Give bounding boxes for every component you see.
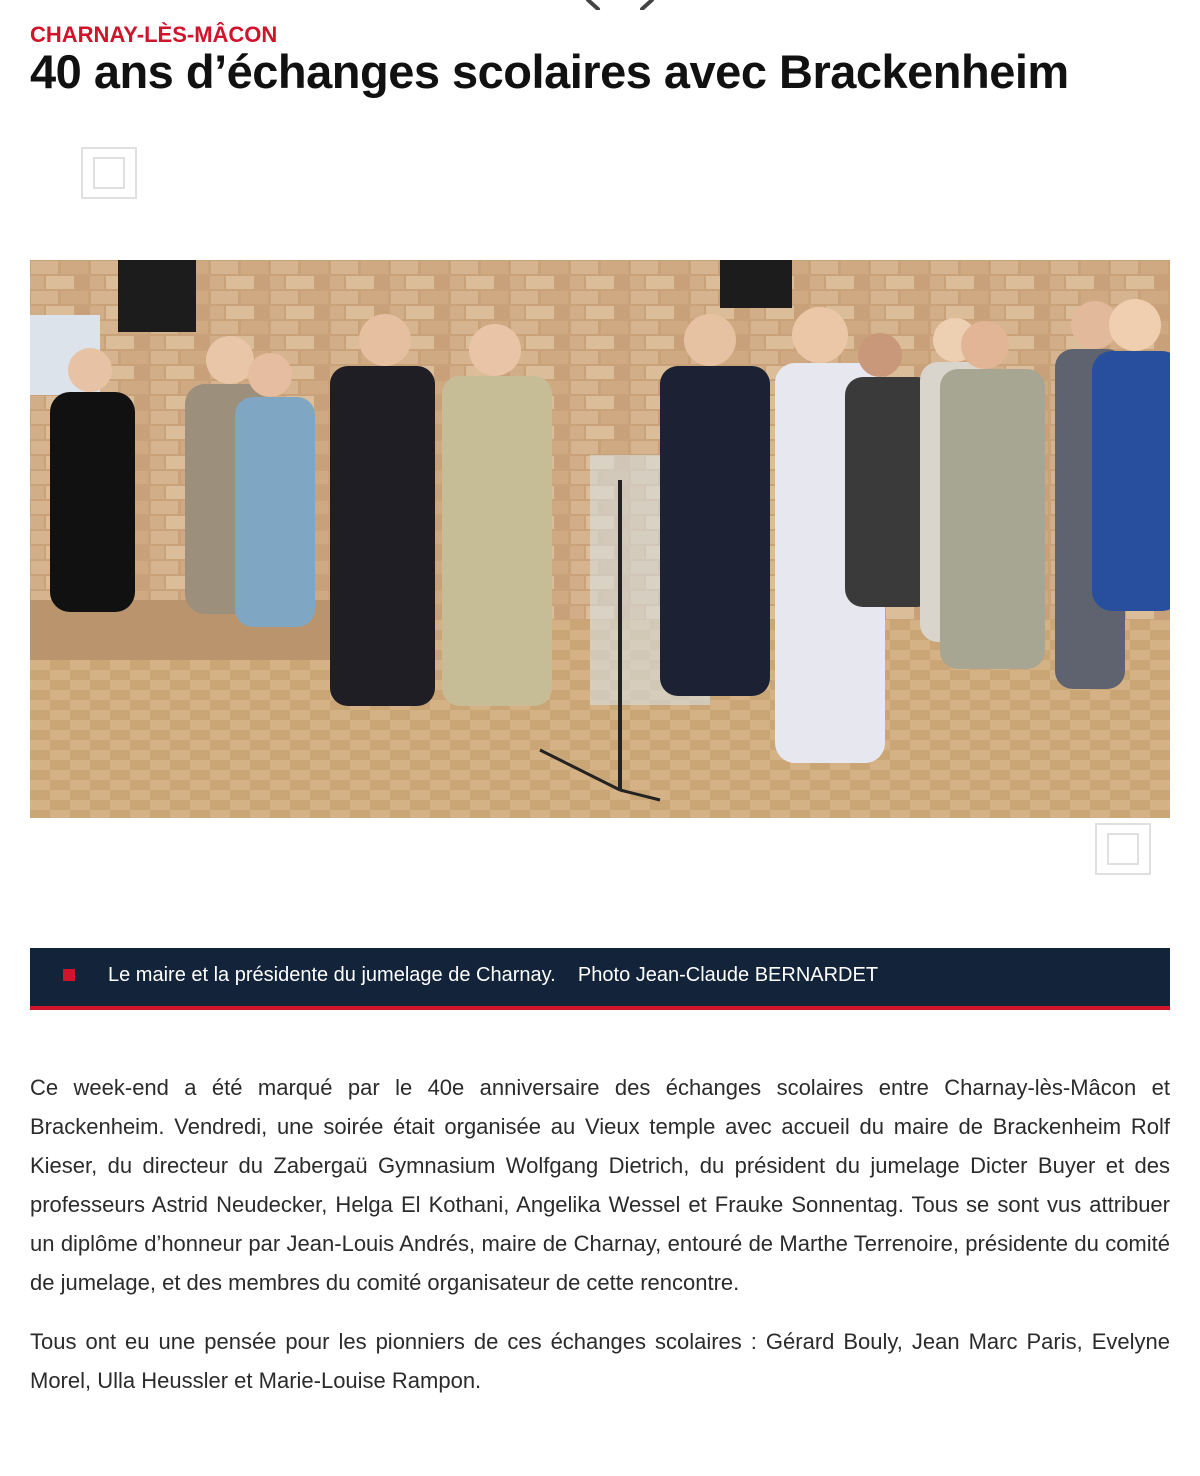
watermark-logo-icon	[80, 146, 138, 200]
article-kicker: CHARNAY-LÈS-MÂCON	[30, 22, 278, 47]
top-ornament-icon	[580, 0, 660, 10]
article-paragraph: Tous ont eu une pensée pour les pionniers de ces échanges scolaires : Gérard Bouly, Jean Marc Paris, Evelyne Morel, Ulla Heussler et Marie-Louise Rampon.	[30, 1329, 1170, 1393]
article-body	[30, 1068, 1170, 1420]
article-paragraph: Ce week-end a été marqué par le 40e anniversaire des échanges scolaires entre Charnay-lès-Mâcon et Brackenheim. Vendredi, une soirée était organisée au Vieux temple avec accueil du maire de Brackenheim Rolf Kieser, du directeur du Zabergaü Gymnasium Wolfgang Dietrich, du président du jumelage Dicter Buyer et des professeurs Astrid Neudecker, Helga El Kothani, Angelika Wessel et Frauke Sonnentag. Tous se sont vus attribuer un diplôme d’honneur par Jean-Louis Andrés, maire de Charnay, entouré de Marthe Terrenoire, présidente du comité de jumelage, et des membres du comité organisateur de cette rencontre.	[30, 1075, 1170, 1295]
article-photo	[30, 260, 1170, 818]
watermark-logo-icon	[1094, 822, 1152, 876]
caption-text: Le maire et la présidente du jumelage de Charnay.	[108, 964, 556, 986]
article-title: 40 ans d’échanges scolaires avec Brackenheim	[30, 45, 1069, 98]
photo-credit: Photo Jean-Claude BERNARDET	[577, 964, 879, 986]
photo-caption-bar	[30, 948, 1170, 1010]
photo-caption	[108, 964, 878, 987]
caption-bullet-icon	[63, 969, 75, 981]
